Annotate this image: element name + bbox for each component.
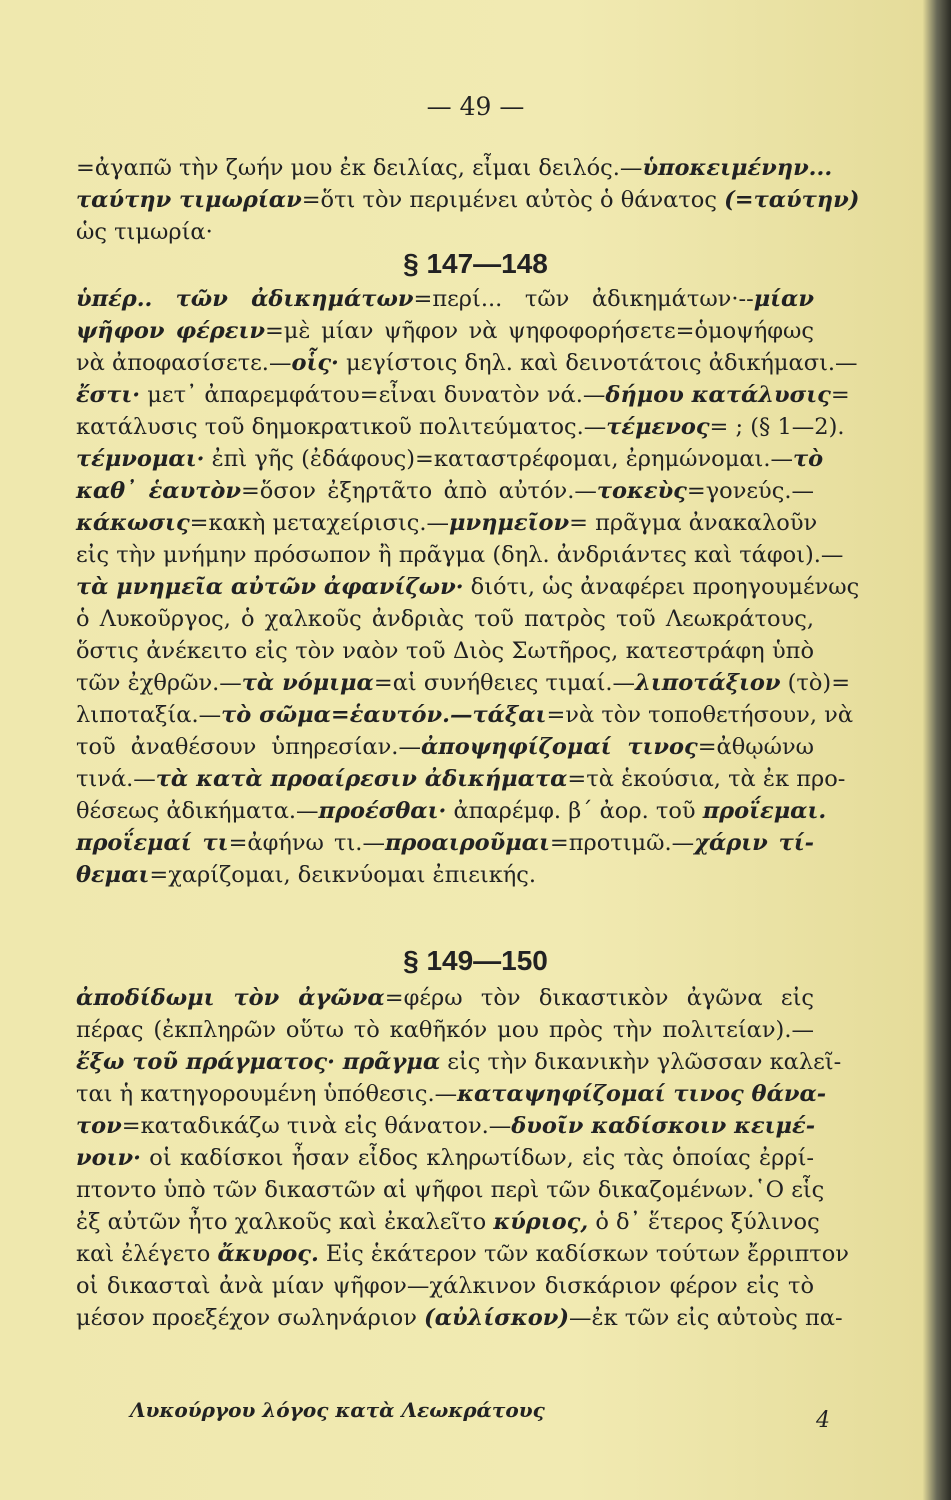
text-run: τοῦ ἀναθέσουν ὑπηρεσίαν.— bbox=[76, 734, 421, 760]
text-run: τῶν ἐχθρῶν.— bbox=[76, 670, 242, 696]
term-bold: ὑποκειμένην... bbox=[642, 155, 833, 181]
text-run: οἱ δικασταὶ ἀνὰ μίαν ψῆφον—χάλκινον δισκάριον φέρον εἰς τὸ bbox=[76, 1273, 814, 1299]
text-run: νὰ ἀποφασίσετε.— bbox=[76, 350, 292, 376]
text-run: =ὅτι τὸν περιμένει αὐτὸς ὁ θάνατος bbox=[301, 187, 725, 213]
text-line bbox=[76, 1078, 827, 1110]
text-run: θέσεως ἀδικήματα.— bbox=[76, 798, 319, 824]
text-line bbox=[76, 216, 814, 248]
text-line bbox=[76, 283, 814, 315]
text-line bbox=[76, 603, 814, 635]
text-line bbox=[76, 411, 845, 443]
text-line bbox=[76, 1238, 849, 1270]
term-bold: χάριν τί- bbox=[694, 830, 814, 856]
section-heading-147-148: § 147—148 bbox=[403, 248, 548, 279]
text-run: =ὅσον ἐξηρτᾶτο ἀπὸ αὐτόν.— bbox=[240, 478, 597, 504]
term-bold: ψῆφον φέρειν bbox=[76, 318, 265, 344]
text-run: κατάλυσις τοῦ δημοκρατικοῦ πολιτεύματος.— bbox=[76, 414, 607, 440]
text-run: =ἀθῳώνω bbox=[697, 734, 814, 760]
term-bold: καταψηφίζομαί τινος θάνα- bbox=[457, 1081, 827, 1107]
text-line bbox=[76, 1302, 843, 1334]
text-run: ὅστις ἀνέκειτο εἰς τὸν ναὸν τοῦ Διὸς Σωτῆρος, κατεστράφη ὑπὸ bbox=[76, 638, 814, 664]
term-bold: ἔστι· bbox=[76, 382, 141, 408]
term-bold: τέμνομαι· bbox=[76, 446, 205, 472]
text-run: =τὰ ἑκούσια, τὰ ἐκ προ- bbox=[567, 766, 846, 792]
text-run: =μὲ μίαν ψῆφον νὰ ψηφοφορήσετε=ὁμοψήφως bbox=[264, 318, 814, 344]
signature-mark: 4 bbox=[816, 1408, 830, 1433]
text-line bbox=[76, 1110, 814, 1142]
text-run: εἰς τὴν μνήμην πρόσωπον ἢ πρᾶγμα (δηλ. ἀνδριάντες καὶ τάφοι).— bbox=[76, 542, 844, 568]
term-bold: δήμου κατάλυσις bbox=[605, 382, 831, 408]
text-line bbox=[76, 1174, 825, 1206]
term-bold: τον bbox=[76, 1113, 122, 1139]
text-run: =χαρίζομαι, δεικνύομαι ἐπιεικής. bbox=[149, 862, 537, 888]
text-line bbox=[76, 1014, 814, 1046]
term-bold: προΐεμαί τι bbox=[76, 830, 229, 856]
text-run: (τὸ)= bbox=[780, 670, 851, 696]
text-run: οἱ καδίσκοι ἦσαν εἶδος κληρωτίδων, εἰς τὰς ὁποίας ἐρρί- bbox=[140, 1145, 814, 1171]
text-run: ὁ δ᾿ ἕτερος ξύλινος bbox=[588, 1209, 820, 1235]
text-run: = πρᾶγμα ἀνακαλοῦν bbox=[569, 510, 818, 536]
text-run: =κακὴ μεταχείρισις.— bbox=[189, 510, 449, 536]
term-bold: κάκωσις bbox=[76, 510, 190, 536]
text-run: μετ᾿ ἀπαρεμφάτου=εἶναι δυνατὸν νά.— bbox=[140, 382, 606, 408]
text-line bbox=[76, 667, 851, 699]
term-bold: τέμενος bbox=[606, 414, 710, 440]
text-line bbox=[76, 1046, 842, 1078]
text-run: —ἐκ τῶν εἰς αὐτοὺς πα- bbox=[569, 1305, 843, 1331]
term-bold: καθ᾿ ἑαυτὸν bbox=[76, 478, 241, 504]
term-bold: τὰ νόμιμα bbox=[241, 670, 374, 696]
text-run: =αἱ συνήθειες τιμαί.— bbox=[373, 670, 636, 696]
term-bold: προΐεμαι. bbox=[702, 798, 827, 824]
text-line bbox=[76, 1206, 820, 1238]
term-bold: προαιροῦμαι bbox=[384, 830, 550, 856]
term-bold: μνημεῖον bbox=[448, 510, 570, 536]
term-bold: μίαν bbox=[753, 286, 814, 312]
text-line bbox=[76, 763, 846, 795]
text-run: = ; (§ 1—2). bbox=[709, 414, 845, 440]
term-bold: τὰ κατὰ προαίρεσιν ἀδικήματα bbox=[155, 766, 568, 792]
text-line bbox=[76, 827, 814, 859]
footer-title: Λυκούργου λόγος κατὰ Λεωκράτους bbox=[130, 1398, 545, 1422]
text-line bbox=[76, 443, 824, 475]
text-run: ται ἡ κατηγορουμένη ὑπόθεσις.— bbox=[76, 1081, 458, 1107]
text-run: =προτιμῶ.— bbox=[549, 830, 695, 856]
term-bold: τὸ σῶμα=ἑαυτόν.—τάξαι bbox=[221, 702, 547, 728]
text-run: τινά.— bbox=[76, 766, 156, 792]
text-run: =ἀφήνω τι.— bbox=[228, 830, 385, 856]
text-line bbox=[76, 571, 860, 603]
term-bold: λιποτάξιον bbox=[635, 670, 781, 696]
text-line bbox=[76, 539, 844, 571]
term-bold: ἔξω τοῦ πράγματος· πρᾶγμα bbox=[76, 1049, 441, 1075]
term-bold: τοκεὺς bbox=[596, 478, 687, 504]
term-bold: ἀποδίδωμι τὸν ἀγῶνα bbox=[76, 985, 385, 1011]
text-run: πέρας (ἐκπληρῶν οὕτω τὸ καθῆκόν μου πρὸς τὴν πολιτείαν).— bbox=[76, 1017, 814, 1043]
text-line bbox=[76, 347, 858, 379]
text-run: ἐπὶ γῆς (ἐδάφους)=καταστρέφομαι, ἐρημώνομαι.— bbox=[204, 446, 793, 472]
term-bold: νοιν· bbox=[76, 1145, 141, 1171]
text-line bbox=[76, 152, 833, 184]
text-line bbox=[76, 635, 814, 667]
text-line bbox=[76, 982, 814, 1014]
term-bold: θεμαι bbox=[76, 862, 150, 888]
page-number: — 49 — bbox=[426, 92, 525, 121]
text-run: =καταδικάζω τινὰ εἰς θάνατον.— bbox=[121, 1113, 512, 1139]
text-run: μέσον προεξέχον σωληνάριον bbox=[76, 1305, 425, 1331]
text-run: ἀπαρέμφ. β΄ ἀορ. τοῦ bbox=[446, 798, 703, 824]
text-line bbox=[76, 475, 814, 507]
term-bold: τὰ μνημεῖα αὐτῶν ἀφανίζων· bbox=[76, 574, 464, 600]
text-line bbox=[76, 731, 814, 763]
text-run: ἐξ αὐτῶν ἦτο χαλκοῦς καὶ ἐκαλεῖτο bbox=[76, 1209, 494, 1235]
text-line bbox=[76, 859, 814, 891]
text-line bbox=[76, 1142, 814, 1174]
section-heading-149-150: § 149—150 bbox=[403, 945, 548, 976]
text-run: διότι, ὡς ἀναφέρει προηγουμένως bbox=[463, 574, 860, 600]
text-run: εἰς τὴν δικανικὴν γλῶσσαν καλεῖ- bbox=[440, 1049, 842, 1075]
term-bold: (=ταύτην) bbox=[724, 187, 860, 213]
text-run: μεγίστοις δηλ. καὶ δεινοτάτοις ἀδικήμασι.— bbox=[338, 350, 858, 376]
term-bold: ἀποψηφίζομαί τινος bbox=[420, 734, 698, 760]
paragraph-149-150 bbox=[76, 982, 849, 1334]
text-line bbox=[76, 699, 854, 731]
term-bold: προέσθαι· bbox=[318, 798, 447, 824]
text-run: πτοντο ὑπὸ τῶν δικαστῶν αἱ ψῆφοι περὶ τῶν δικαζομένων.῾Ο εἷς bbox=[76, 1177, 825, 1203]
term-bold: ταύτην τιμωρίαν bbox=[76, 187, 302, 213]
text-run: ὁ Λυκοῦργος, ὁ χαλκοῦς ἀνδριὰς τοῦ πατρὸς τοῦ Λεωκράτους, bbox=[76, 606, 814, 632]
text-run: =ἀγαπῶ τὴν ζωήν μου ἐκ δειλίας, εἶμαι δειλός.— bbox=[76, 155, 643, 181]
text-line bbox=[76, 1270, 814, 1302]
term-bold: οἷς· bbox=[291, 350, 339, 376]
page-footer bbox=[130, 1398, 830, 1433]
text-run: ὡς τιμωρία· bbox=[76, 219, 213, 245]
text-run: =φέρω τὸν δικαστικὸν ἀγῶνα εἰς bbox=[384, 985, 814, 1011]
paragraph-147-148 bbox=[76, 283, 860, 891]
term-bold: τὸ bbox=[793, 446, 824, 472]
term-bold: ἄκυρος. bbox=[217, 1241, 319, 1267]
term-bold: ὑπέρ.. τῶν ἀδικημάτων bbox=[76, 286, 414, 312]
text-line bbox=[76, 795, 827, 827]
text-run: = bbox=[830, 382, 850, 408]
text-line bbox=[76, 379, 850, 411]
text-line bbox=[76, 315, 814, 347]
text-run: Εἰς ἑκάτερον τῶν καδίσκων τούτων ἔρριπτον bbox=[318, 1241, 849, 1267]
text-run: λιποταξία.— bbox=[76, 702, 222, 728]
text-run: =γονεύς.— bbox=[686, 478, 814, 504]
term-bold: δυοῖν καδίσκοιν κειμέ- bbox=[511, 1113, 816, 1139]
text-run: =περί... τῶν ἀδικημάτων·-- bbox=[413, 286, 754, 312]
text-line bbox=[76, 507, 818, 539]
text-run: =νὰ τὸν τοποθετήσουν, νὰ bbox=[546, 702, 854, 728]
text-line bbox=[76, 184, 860, 216]
text-run: καὶ ἐλέγετο bbox=[76, 1241, 218, 1267]
paragraph-intro bbox=[76, 152, 860, 248]
term-bold: (αὐλίσκον) bbox=[424, 1305, 570, 1331]
term-bold: κύριος, bbox=[493, 1209, 589, 1235]
